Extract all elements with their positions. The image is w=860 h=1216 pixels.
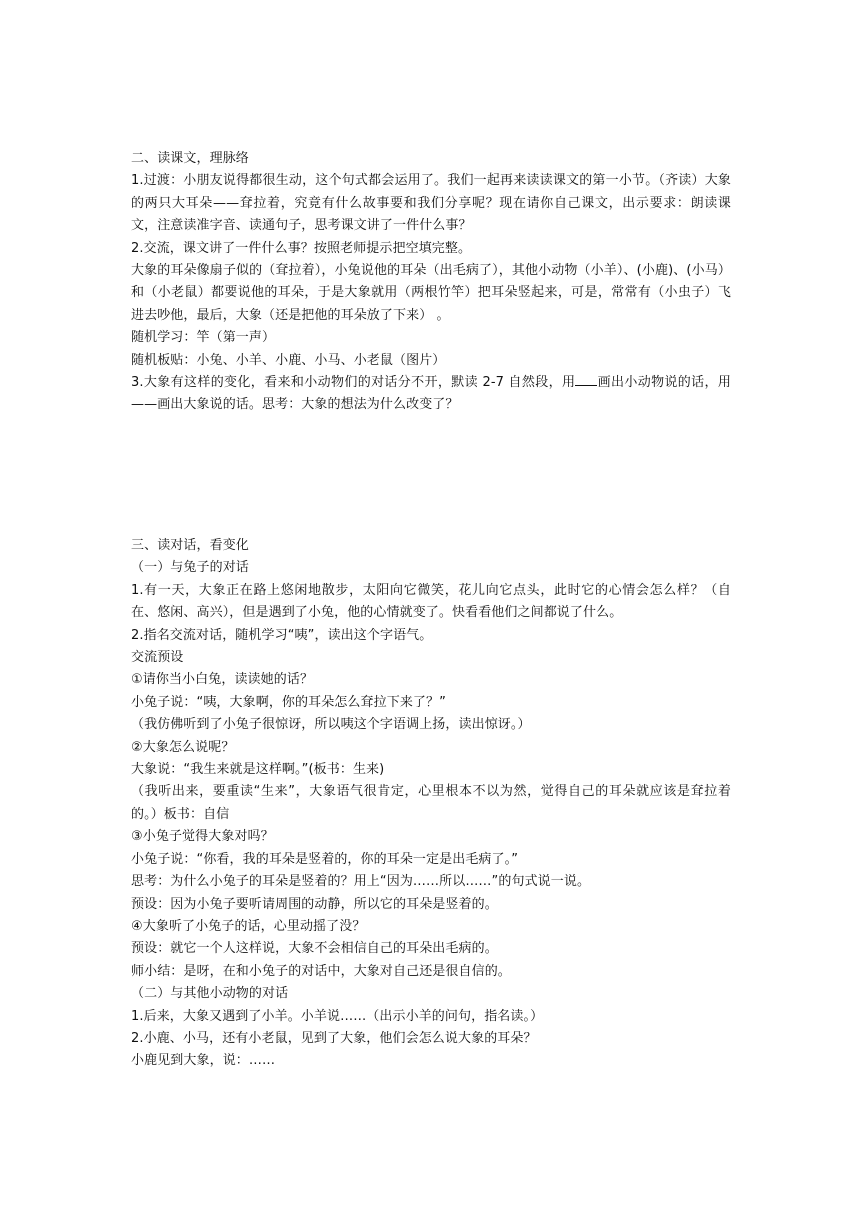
- paragraph: 2.指名交流对话，随机学习“咦”，读出这个字语气。: [131, 627, 433, 643]
- section-heading: 三、读对话，看变化: [131, 538, 249, 553]
- paragraph-exchange: 2.交流，课文讲了一件什么事？按照老师提示把空填完整。: [131, 240, 472, 256]
- paragraph-fill-blanks: 大象的耳朵像扇子似的（耷拉着），小兔说他的耳朵（出毛病了），其他小动物（小羊）、(小鹿)、(小马）和（小老鼠）都要说他的耳朵，于是大象就用（两根竹竿）把耳朵竖起来，可是，常常有（小虫子）飞进去吵他，最后，大象（还是把他的耳朵放了下来） 。: [131, 263, 731, 323]
- paragraph-transition: 1.过渡：小朋友说得都很生动，这个句式都会运用了。我们一起再来读读课文的第一小节。（齐读）大象的两只大耳朵——耷拉着，究竟有什么故事要和我们分享呢？现在请你自己课文，出示要求：朗读课文，注意读准字音、读通句子，思考课文讲了一件什么事？: [131, 173, 731, 234]
- paragraph: （我仿佛听到了小兔子很惊讶，所以咦这个字语调上扬，读出惊讶。）: [131, 717, 531, 733]
- text-after-underline: 画出小动物说的话，用——画出大象说的话。思考：大象的想法为什么改变了？: [131, 375, 731, 413]
- paragraph: 小鹿见到大象，说：……: [131, 1053, 276, 1069]
- paragraph-board-paste: 随机板贴：小兔、小羊、小鹿、小马、小老鼠（图片）: [131, 352, 446, 368]
- paragraph: ④大象听了小兔子的话，心里动摇了没？: [131, 918, 366, 934]
- section-heading: 二、读课文，理脉络: [131, 151, 249, 166]
- subsection-heading: （二）与其他小动物的对话: [131, 986, 289, 1002]
- paragraph: 大象说：“我生来就是这样啊。”(板书：生来): [131, 762, 385, 778]
- paragraph: （我听出来，要重读“生来”，大象语气很肯定，心里根本不以为然，觉得自己的耳朵就应该是耷拉着的。）板书：自信: [131, 784, 731, 822]
- paragraph: 交流预设: [131, 650, 184, 666]
- paragraph: 思考：为什么小兔子的耳朵是竖着的？用上“因为……所以……”的句式说一说。: [131, 874, 591, 890]
- paragraph: 预设：就它一个人这样说，大象不会相信自己的耳朵出毛病的。: [131, 941, 498, 957]
- paragraph: 预设：因为小兔子要听请周围的动静，所以它的耳朵是竖着的。: [131, 896, 498, 912]
- paragraph: 小兔子说：“咦，大象啊，你的耳朵怎么耷拉下来了？”: [131, 694, 446, 710]
- paragraph: 师小结：是呀，在和小兔子的对话中，大象对自己还是很自信的。: [131, 963, 511, 979]
- paragraph: 1.后来，大象又遇到了小羊。小羊说……（出示小羊的问句，指名读。）: [131, 1008, 544, 1024]
- paragraph-random-study: 随机学习：竿（第一声）: [131, 330, 276, 346]
- paragraph-silent-reading: [131, 372, 731, 417]
- paragraph: ①请你当小白兔，读读她的话？: [131, 672, 314, 688]
- paragraph: ③小兔子觉得大象对吗？: [131, 829, 274, 845]
- text-before-underline: 3.大象有这样的变化，看来和小动物们的对话分不开，默读 2-7 自然段，用: [131, 375, 576, 391]
- paragraph: 2.小鹿、小马，还有小老鼠，见到了大象，他们会怎么说大象的耳朵？: [131, 1030, 537, 1046]
- paragraph: ②大象怎么说呢？: [131, 739, 235, 755]
- paragraph: 1.有一天，大象正在路上悠闲地散步，太阳向它微笑，花儿向它点头，此时它的心情会怎么样？（自在、悠闲、高兴），但是遇到了小兔，他的心情就变了。快看看他们之间都说了什么。: [131, 582, 731, 621]
- paragraph: 小兔子说：“你看，我的耳朵是竖着的，你的耳朵一定是出毛病了。”: [131, 851, 519, 867]
- section-read-dialogue: [131, 535, 731, 1073]
- subsection-heading: （一）与兔子的对话: [131, 560, 249, 576]
- section-read-text: [131, 148, 731, 417]
- underline-blank: [575, 373, 597, 386]
